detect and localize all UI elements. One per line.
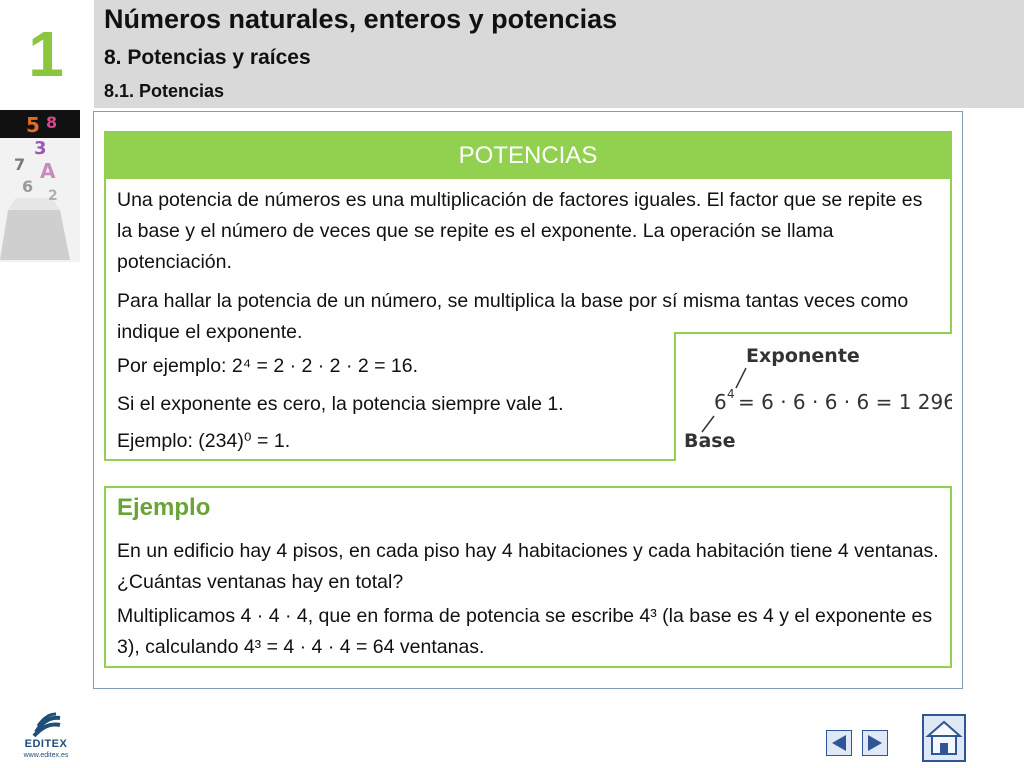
power-diagram — [674, 332, 952, 461]
chapter-number: 1 — [28, 18, 64, 90]
svg-text:7: 7 — [14, 155, 26, 174]
previous-button[interactable] — [826, 730, 852, 756]
example-solution: Multiplicamos 4 · 4 · 4, que en forma de potencia se escribe 4³ (la base es 4 y el exponente es 3), calculando 4³ = 4 · 4 · 4 = 64 ventanas. — [117, 605, 933, 658]
page-title: Números naturales, enteros y potencias — [104, 4, 618, 34]
numbers-illustration — [0, 110, 80, 262]
example-line: Por ejemplo: 2⁴ = 2 · 2 · 2 · 2 = 16. — [117, 355, 419, 377]
example-heading: Ejemplo — [117, 494, 211, 521]
triangle-right-icon — [863, 731, 887, 755]
procedure-paragraph: Para hallar la potencia de un número, se multiplica la base por sí misma tantas veces como indique el exponente. — [117, 290, 909, 343]
svg-text:6: 6 — [22, 177, 34, 196]
svg-text:5: 5 — [26, 113, 40, 137]
editex-logo-icon — [16, 712, 76, 738]
home-icon — [924, 716, 964, 760]
svg-text:2: 2 — [48, 188, 58, 204]
next-button[interactable] — [862, 730, 888, 756]
exponent-label: Exponente — [746, 345, 860, 367]
home-button[interactable] — [922, 714, 966, 762]
example-box — [104, 486, 952, 668]
example-problem: En un edificio hay 4 pisos, en cada piso hay 4 habitaciones y cada habitación tiene 4 ventanas. ¿Cuántas ventanas hay en total? — [117, 540, 939, 593]
definition-paragraph: Una potencia de números es una multiplicación de factores iguales. El factor que se repite es la base y el número de veces que se repite es el exponente. La operación se llama potenciación. — [117, 189, 923, 273]
exponent-pointer — [736, 368, 746, 388]
svg-text:3: 3 — [34, 138, 47, 159]
power-expansion: = 6 · 6 · 6 · 6 = 1 296 — [738, 390, 952, 414]
logo-url: www.editex.es — [23, 752, 69, 759]
svg-text:A: A — [40, 159, 56, 183]
logo-text: EDITEX — [24, 738, 68, 750]
editex-logo[interactable] — [16, 712, 76, 760]
zero-exponent-example: Ejemplo: (234)⁰ = 1. — [117, 430, 291, 452]
power-base: 6 — [714, 390, 727, 414]
svg-text:8: 8 — [46, 113, 58, 132]
subsection-title: 8.1. Potencias — [104, 81, 225, 101]
theory-heading: POTENCIAS — [106, 133, 950, 179]
zero-exponent-rule: Si el exponente es cero, la potencia siempre vale 1. — [117, 393, 564, 415]
section-title: 8. Potencias y raíces — [104, 46, 311, 69]
triangle-left-icon — [827, 731, 851, 755]
power-exponent: 4 — [727, 387, 735, 401]
base-label: Base — [684, 430, 736, 452]
theory-box — [104, 131, 952, 461]
